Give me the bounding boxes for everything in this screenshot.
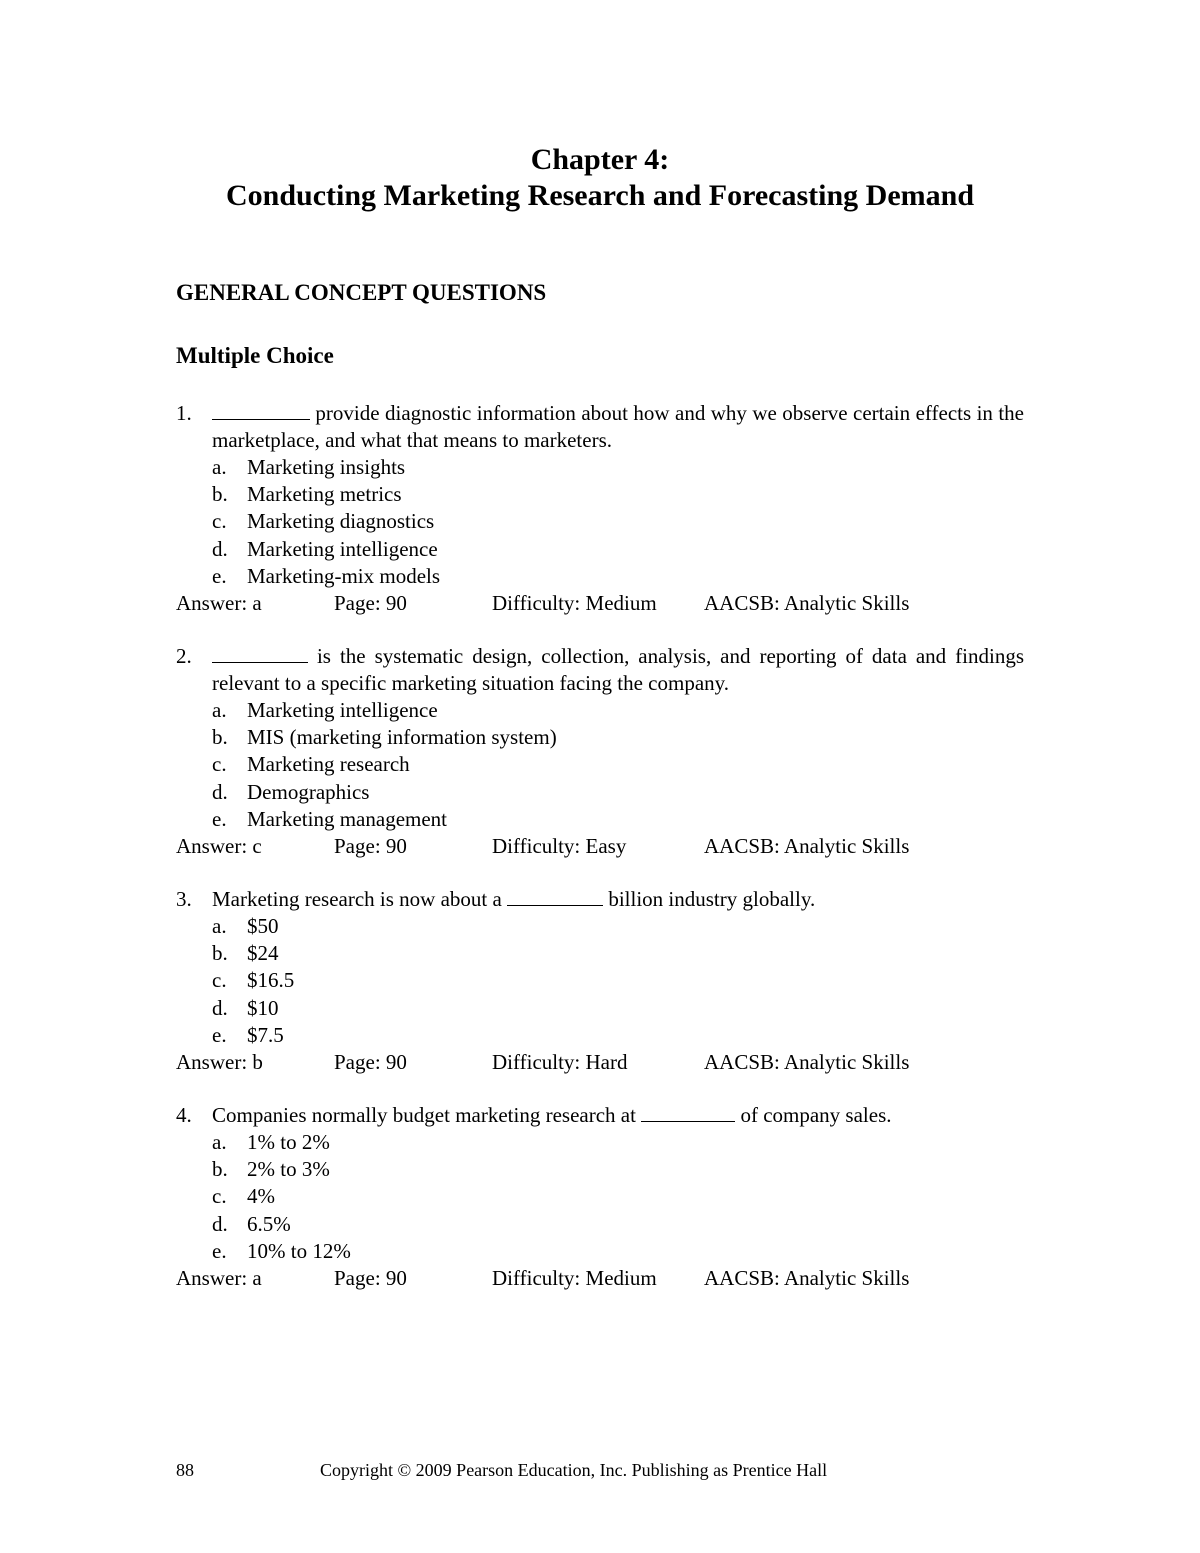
choice-item [176, 1156, 1024, 1183]
question-number: 4. [176, 1103, 192, 1128]
answer-blank [641, 1102, 735, 1122]
choice-text: $10 [247, 995, 279, 1020]
answer-aacsb: AACSB: Analytic Skills [704, 834, 910, 859]
choice-letter: b. [212, 941, 228, 966]
chapter-number: Chapter 4: [530, 143, 670, 176]
choice-list [176, 913, 1024, 1049]
choice-letter: c. [212, 509, 227, 534]
choice-letter: e. [212, 806, 227, 831]
choice-text: 2% to 3% [247, 1157, 330, 1182]
question-text-after-blank: provide diagnostic information about how and why we observe certain effects in the marketplace, and what that means to marketers. [212, 401, 1024, 452]
question-number: 1. [176, 401, 192, 425]
choice-letter: a. [212, 698, 227, 723]
page-number: 88 [176, 1460, 194, 1480]
question-number: 3. [176, 887, 192, 912]
choice-text: Marketing-mix models [247, 563, 441, 588]
question-stem [176, 400, 1024, 454]
choice-letter: a. [212, 1130, 227, 1155]
choice-text: Marketing metrics [247, 482, 402, 507]
choice-item [176, 454, 1024, 481]
answer-difficulty: Difficulty: Easy [492, 834, 627, 859]
answer-difficulty: Difficulty: Hard [492, 1050, 628, 1075]
choice-letter: c. [212, 968, 227, 993]
choice-text: Marketing intelligence [247, 698, 438, 723]
choice-item [176, 995, 1024, 1022]
question-text [212, 886, 1024, 913]
choice-item [176, 806, 1024, 833]
choice-text: 4% [247, 1184, 275, 1209]
choice-letter: d. [212, 536, 228, 561]
question-item [176, 400, 1024, 617]
choice-item [176, 913, 1024, 940]
choice-text: 10% to 12% [247, 1238, 351, 1263]
choice-text: $7.5 [247, 1022, 284, 1047]
question-stem [176, 1102, 1024, 1129]
question-text-before-blank: Marketing research is now about a [212, 887, 508, 912]
answer-key: Answer: a [176, 1266, 262, 1291]
choice-letter: d. [212, 1211, 228, 1236]
choice-item [176, 1211, 1024, 1238]
answer-key: Answer: c [176, 834, 262, 859]
choice-item [176, 940, 1024, 967]
answer-blank [212, 400, 310, 420]
choice-item [176, 697, 1024, 724]
choice-letter: b. [212, 725, 228, 750]
answer-aacsb: AACSB: Analytic Skills [704, 591, 910, 616]
choice-letter: a. [212, 914, 227, 939]
choice-item [176, 563, 1024, 590]
answer-blank [507, 886, 603, 906]
choice-list [176, 454, 1024, 590]
choice-text: Marketing management [247, 806, 448, 831]
choice-item [176, 779, 1024, 806]
choice-letter: d. [212, 995, 228, 1020]
question-text [212, 400, 1024, 454]
answer-line [176, 833, 1024, 860]
choice-letter: b. [212, 1157, 228, 1182]
question-text [212, 1102, 1024, 1129]
subsection-heading: Multiple Choice [176, 343, 334, 368]
answer-line [176, 590, 1024, 617]
choice-item [176, 1238, 1024, 1265]
answer-key: Answer: a [176, 591, 262, 616]
answer-line [176, 1049, 1024, 1076]
question-item [176, 643, 1024, 860]
choice-text: 1% to 2% [247, 1130, 330, 1155]
choice-letter: a. [212, 455, 227, 479]
choice-item [176, 481, 1024, 508]
choice-text: Marketing intelligence [247, 536, 438, 561]
choice-text: MIS (marketing information system) [247, 725, 557, 750]
choice-text: Marketing insights [247, 455, 406, 479]
answer-difficulty: Difficulty: Medium [492, 1266, 657, 1291]
question-list [176, 400, 1024, 1318]
answer-blank [212, 643, 308, 663]
answer-page: Page: 90 [334, 1050, 407, 1075]
answer-aacsb: AACSB: Analytic Skills [704, 1050, 910, 1075]
choice-letter: e. [212, 1022, 227, 1047]
choice-text: Marketing diagnostics [247, 509, 435, 534]
choice-list [176, 697, 1024, 833]
choice-list [176, 1129, 1024, 1265]
choice-letter: c. [212, 1184, 227, 1209]
question-text-before-blank: Companies normally budget marketing research at [212, 1103, 642, 1128]
answer-page: Page: 90 [334, 1266, 407, 1291]
choice-text: 6.5% [247, 1211, 291, 1236]
question-stem [176, 643, 1024, 697]
answer-page: Page: 90 [334, 591, 407, 616]
answer-key: Answer: b [176, 1050, 263, 1075]
choice-item [176, 724, 1024, 751]
choice-letter: d. [212, 779, 228, 804]
choice-item [176, 1183, 1024, 1210]
section-heading: GENERAL CONCEPT QUESTIONS [176, 280, 547, 305]
answer-aacsb: AACSB: Analytic Skills [704, 1266, 910, 1291]
choice-text: Marketing research [247, 752, 410, 777]
chapter-title: Conducting Marketing Research and Forecasting Demand [225, 179, 975, 212]
choice-letter: b. [212, 482, 228, 507]
choice-item [176, 536, 1024, 563]
question-text-after-blank: is the systematic design, collection, analysis, and reporting of data and findings relevant to a specific marketing situation facing the company. [212, 644, 1024, 696]
question-text-after-blank: billion industry globally. [603, 887, 816, 912]
choice-item [176, 751, 1024, 778]
question-text-after-blank: of company sales. [735, 1103, 892, 1128]
choice-item [176, 1022, 1024, 1049]
choice-letter: e. [212, 1238, 227, 1263]
choice-text: $50 [247, 914, 279, 939]
question-text [212, 643, 1024, 697]
choice-item [176, 508, 1024, 535]
question-number: 2. [176, 644, 192, 669]
choice-item [176, 1129, 1024, 1156]
question-item [176, 886, 1024, 1076]
choice-letter: c. [212, 752, 227, 777]
choice-letter: e. [212, 563, 227, 588]
copyright-notice: Copyright © 2009 Pearson Education, Inc. Publishing as Prentice Hall [320, 1460, 828, 1480]
choice-item [176, 967, 1024, 994]
answer-difficulty: Difficulty: Medium [492, 591, 657, 616]
choice-text: $24 [247, 941, 279, 966]
answer-line [176, 1265, 1024, 1292]
question-item [176, 1102, 1024, 1292]
question-stem [176, 886, 1024, 913]
choice-text: Demographics [247, 779, 370, 804]
choice-text: $16.5 [247, 968, 295, 993]
answer-page: Page: 90 [334, 834, 407, 859]
